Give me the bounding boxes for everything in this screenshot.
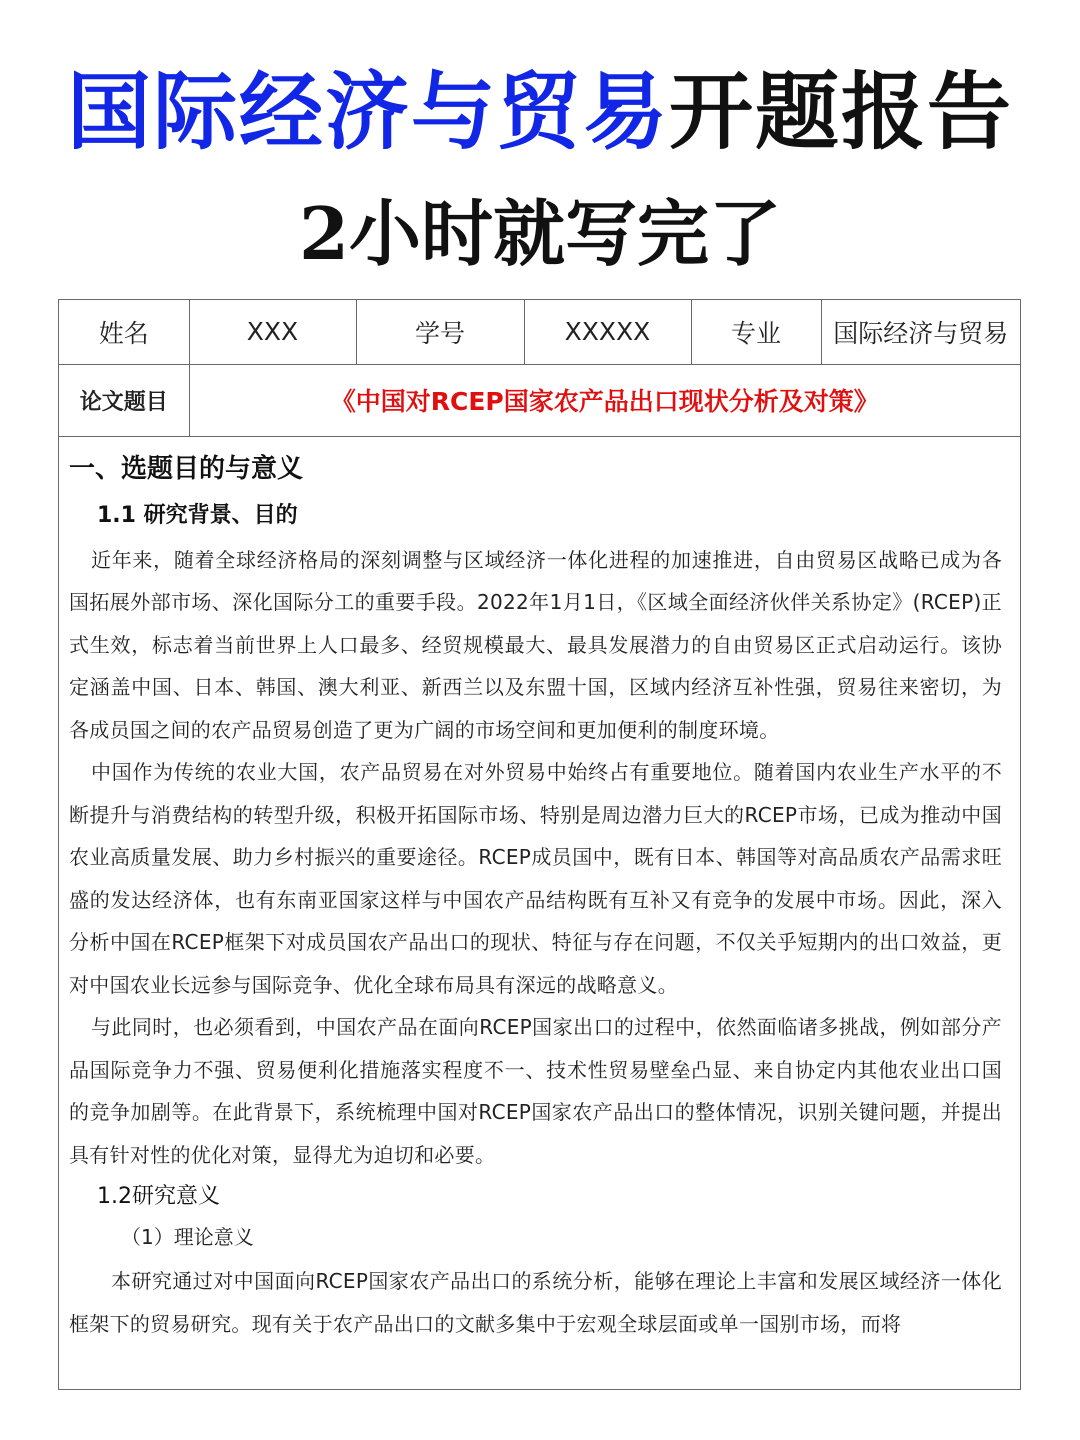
name-label: 姓名	[59, 300, 189, 364]
paragraph: 近年来，随着全球经济格局的深刻调整与区域经济一体化进程的加速推进，自由贸易区战略已成为各国拓展外部市场、深化国际分工的重要手段。2022年1月1日，《区域全面经济伙伴关系协定》(RCEP)正式生效，标志着当前世界上人口最多、经贸规模最大、最具发展潜力的自由贸易区正式启动运行。该协定涵盖中国、日本、韩国、澳大利亚、新西兰以及东盟十国，区域内经济互补性强，贸易往来密切，为各成员国之间的农产品贸易创造了更为广阔的市场空间和更加便利的制度环境。	[69, 547, 1002, 742]
student-id-value: XXXXX	[524, 300, 691, 364]
student-id-label: 学号	[356, 300, 524, 364]
info-table	[59, 300, 1020, 437]
title-blue-part: 国际经济与贸易	[66, 63, 669, 161]
report-document	[58, 299, 1021, 1390]
topic-value: 《中国对RCEP国家农产品出口现状分析及对策》	[189, 364, 1020, 436]
paragraph: 中国作为传统的农业大国，农产品贸易在对外贸易中始终占有重要地位。随着国内农业生产水平的不断提升与消费结构的转型升级，积极开拓国际市场、特别是周边潜力巨大的RCEP市场，已成为推动中国农业高质量发展、助力乡村振兴的重要途径。RCEP成员国中，既有日本、韩国等对高品质农产品需求旺盛的发达经济体，也有东南亚国家这样与中国农产品结构既有互补又有竞争的发展中市场。因此，深入分析中国在RCEP框架下对成员国农产品出口的现状、特征与存在问题，不仅关乎短期内的出口效益，更对中国农业长远参与国际竞争、优化全球布局具有深远的战略意义。	[69, 760, 1002, 997]
info-row	[59, 300, 1020, 364]
page-title	[0, 62, 1080, 162]
paragraph: 与此同时，也必须看到，中国农产品在面向RCEP国家出口的过程中，依然面临诸多挑战，例如部分产品国际竞争力不强、贸易便利化措施落实程度不一、技术性贸易壁垒凸显、来自协定内其他农业出口国的竞争加剧等。在此背景下，系统梳理中国对RCEP国家农产品出口的整体情况，识别关键问题，并提出具有针对性的优化对策，显得尤为迫切和必要。	[69, 1015, 1002, 1167]
report-body	[59, 437, 1020, 1346]
topic-row	[59, 364, 1020, 436]
subsection-heading-significance: 1.2研究意义	[97, 1184, 220, 1209]
topic-label: 论文题目	[59, 364, 189, 436]
section-heading: 一、选题目的与意义	[69, 453, 304, 484]
paragraph: 本研究通过对中国面向RCEP国家农产品出口的系统分析，能够在理论上丰富和发展区域经济一体化框架下的贸易研究。现有关于农产品出口的文献多集中于宏观全球层面或单一国别市场，而将	[69, 1269, 1002, 1336]
subsection-heading-background: 1.1 研究背景、目的	[97, 502, 298, 528]
title-black-part: 开题报告	[669, 63, 1014, 161]
page-subtitle: 2小时就写完了	[298, 191, 782, 276]
major-label: 专业	[691, 300, 821, 364]
major-value: 国际经济与贸易	[821, 300, 1020, 364]
item-heading-theory: （1）理论意义	[121, 1225, 254, 1249]
name-value: XXX	[189, 300, 356, 364]
